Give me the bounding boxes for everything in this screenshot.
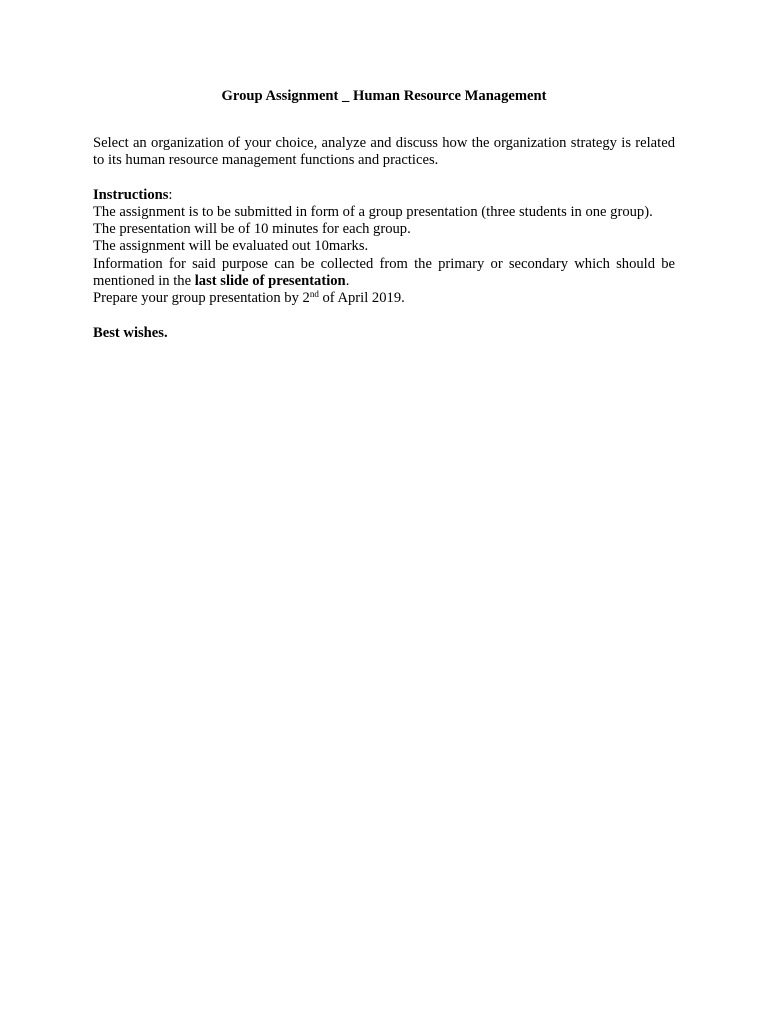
document-body <box>93 86 675 342</box>
closing-remark: Best wishes. <box>93 324 168 341</box>
instructions-heading-colon: : <box>168 186 173 203</box>
instruction-information-text: Information for said purpose can be collected from the primary or secondary which should be mentioned in the <box>93 255 675 290</box>
instruction-deadline-ordinal: nd <box>309 289 319 300</box>
document-title: Group Assignment _ Human Resource Management <box>221 88 547 104</box>
instruction-information-source <box>93 256 675 291</box>
instruction-deadline-date: of April 2019. <box>318 290 405 307</box>
instructions-heading: Instructions <box>93 186 169 203</box>
instruction-submission-format: The assignment is to be submitted in form of a group presentation (three students in one group). <box>93 203 653 220</box>
instructions-heading-line <box>93 187 675 204</box>
instruction-duration: The presentation will be of 10 minutes for each group. <box>93 221 411 238</box>
instruction-evaluation: The assignment will be evaluated out 10marks. <box>93 238 369 255</box>
assignment-task: Select an organization of your choice, analyze and discuss how the organization strategy is related to its human resource management functions and practices. <box>93 135 675 169</box>
instruction-information-period: . <box>345 273 350 290</box>
instruction-information-emphasis: last slide of presentation <box>194 273 346 290</box>
instruction-deadline-text: Prepare your group presentation by 2 <box>93 290 310 307</box>
instruction-deadline <box>93 290 675 307</box>
instructions-section <box>93 187 675 308</box>
